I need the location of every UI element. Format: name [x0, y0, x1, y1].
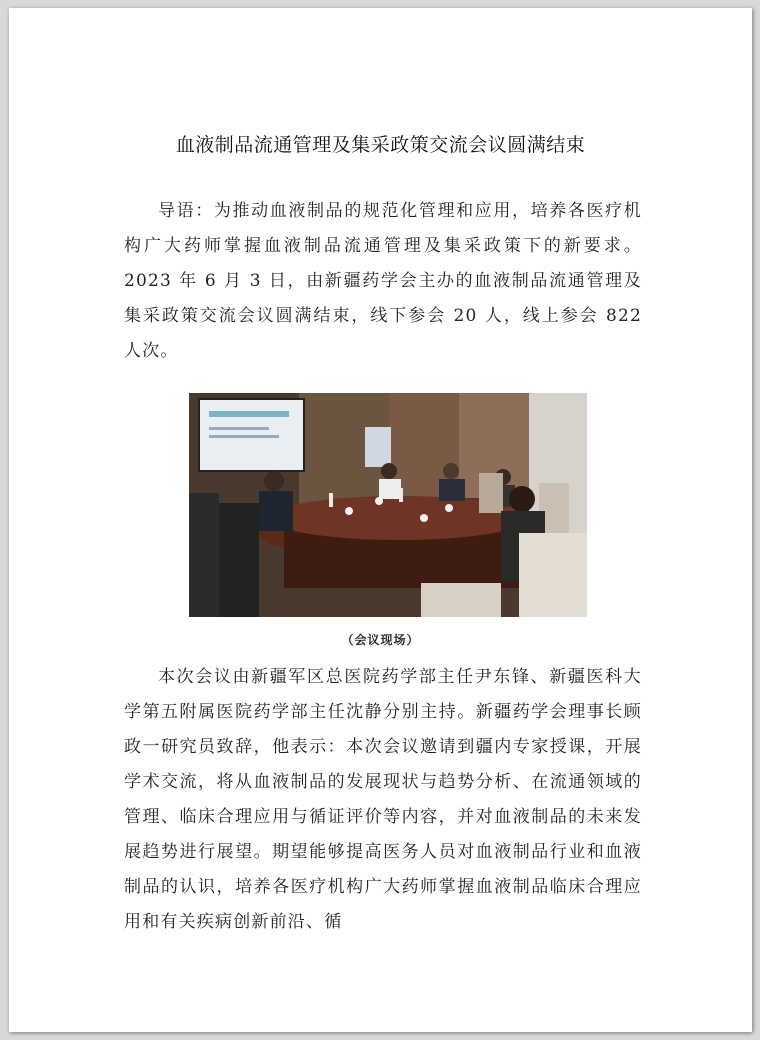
document-page	[9, 8, 752, 1032]
page-title: 血液制品流通管理及集采政策交流会议圆满结束	[175, 134, 586, 156]
intro-paragraph: 导语：为推动血液制品的规范化管理和应用，培养各医疗机构广大药师掌握血液制品流通管理及集采政策下的新要求。2023 年 6 月 3 日，由新疆药学会主办的血液制品流通管理及集采政策交流会议圆满结束，线下参会 20 人，线上参会 822 人次。	[124, 201, 642, 361]
photo-caption: （会议现场）	[341, 633, 420, 647]
meeting-photo	[189, 393, 587, 617]
body-paragraph: 本次会议由新疆军区总医院药学部主任尹东锋、新疆医科大学第五附属医院药学部主任沈静分别主持。新疆药学会理事长顾政一研究员致辞，他表示：本次会议邀请到疆内专家授课，开展学术交流，将从血液制品的发展现状与趋势分析、在流通领域的管理、临床合理应用与循证评价等内容，并对血液制品的未来发展趋势进行展望。期望能够提高医务人员对血液制品行业和血液制品的认识，培养各医疗机构广大药师掌握血液制品临床合理应用和有关疾病创新前沿、循	[124, 667, 642, 932]
